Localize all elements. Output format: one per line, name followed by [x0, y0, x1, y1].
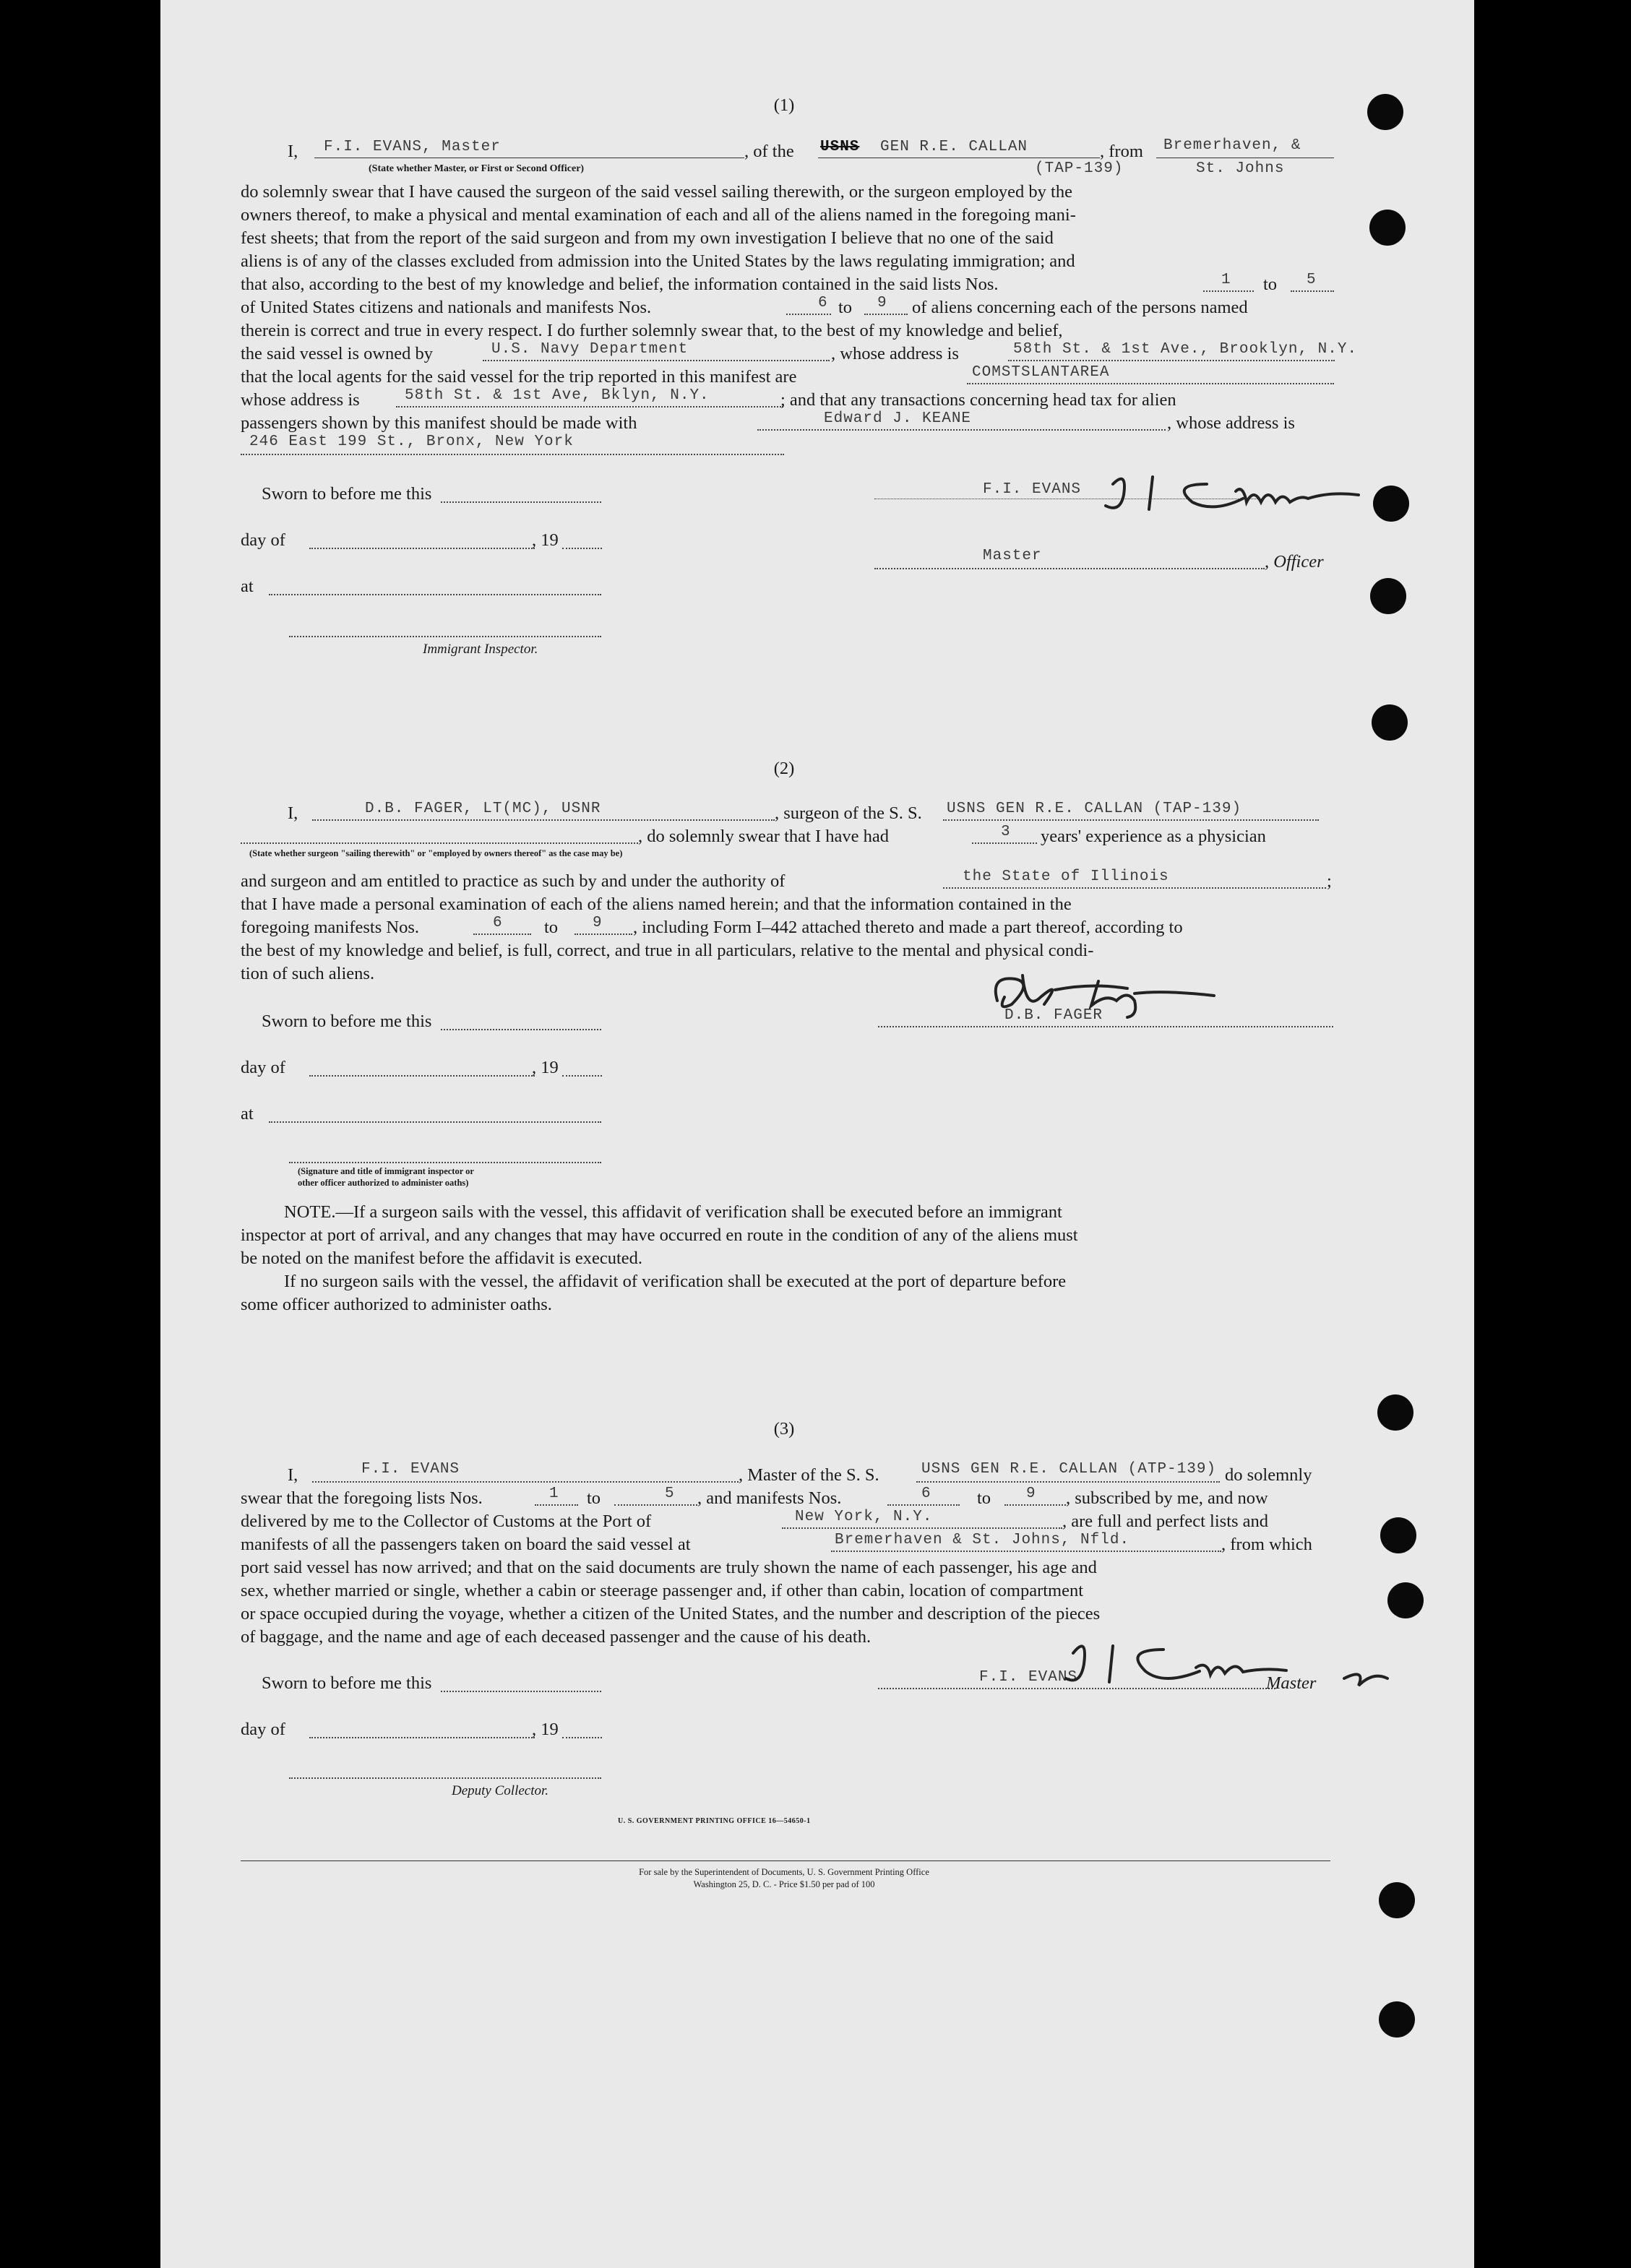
headtax-contact: Edward J. KEANE — [824, 410, 972, 427]
year-line — [562, 548, 602, 549]
at-line — [269, 594, 601, 595]
lists-from-line — [1203, 290, 1254, 292]
s3-lists-to: 5 — [665, 1486, 675, 1502]
s3-manifests-from-line — [887, 1504, 960, 1506]
para-line: , including Form I–442 attached thereto and made a part thereof, according to — [633, 918, 1183, 937]
para-line: the best of my knowledge and belief, is full, correct, and true in all particulars, relative to the mental and physical condi- — [241, 941, 1094, 960]
lists-to: 5 — [1307, 272, 1317, 288]
para-line: delivered by me to the Collector of Customs at the Port of — [241, 1512, 652, 1531]
agents-address-line — [396, 406, 783, 408]
para-line: that also, according to the best of my knowledge and belief, the information contained in the said lists Nos. — [241, 275, 999, 294]
headtax-address-line — [241, 454, 784, 455]
punch-hole — [1372, 704, 1408, 741]
s3-lists-from-line — [535, 1504, 578, 1506]
para-line: swear that the foregoing lists Nos. — [241, 1488, 483, 1508]
boarded-at: Bremerhaven & St. Johns, Nfld. — [835, 1532, 1130, 1548]
para-line: and surgeon and am entitled to practice as such by and under the authority of — [241, 871, 786, 891]
deputy-caption: Deputy Collector. — [452, 1783, 549, 1798]
lists-from: 1 — [1221, 272, 1231, 288]
para-line: of baggage, and the name and age of each deceased passenger and the cause of his death. — [241, 1627, 872, 1647]
punch-hole — [1387, 1582, 1424, 1618]
inspector-line — [289, 636, 601, 637]
master-signature-3 — [1055, 1624, 1402, 1696]
para-line: therein is correct and true in every respect. I do further solemnly swear that, to the best of my knowledge and belief, — [241, 321, 1063, 340]
day-line — [309, 1075, 535, 1077]
para-line: , subscribed by me, and now — [1066, 1488, 1268, 1508]
manifests-from: 6 — [818, 295, 828, 311]
s2-manifests-to-line — [574, 933, 632, 935]
manifests-from-line — [786, 314, 831, 315]
para-line: the said vessel is owned by — [241, 344, 434, 363]
para-line: , from which — [1221, 1535, 1312, 1554]
master-caption: (State whether Master, or First or Second Officer) — [369, 163, 585, 174]
to-word: to — [587, 1488, 601, 1508]
headtax-address: 246 East 199 St., Bronx, New York — [249, 434, 574, 450]
para-line: port said vessel has now arrived; and that on the said documents are truly shown the name of each passenger, his age and — [241, 1558, 1097, 1577]
s3-lists-from: 1 — [549, 1486, 559, 1502]
punch-hole — [1379, 1882, 1415, 1918]
port: New York, N.Y. — [795, 1509, 933, 1525]
vessel-code: (TAP-139) — [1035, 160, 1124, 177]
authority: the State of Illinois — [963, 868, 1169, 885]
years-line — [972, 842, 1037, 844]
section-2-vessel: USNS GEN R.E. CALLAN (TAP-139) — [947, 801, 1242, 817]
punch-hole — [1379, 2001, 1415, 2038]
sale-line-1: For sale by the Superintendent of Documents, U. S. Government Printing Office — [639, 1867, 929, 1877]
vessel-strike: USNS — [820, 139, 860, 155]
sale-line-2: Washington 25, D. C. - Price $1.50 per pad of 100 — [693, 1879, 875, 1889]
sworn-label: Sworn to before me this — [262, 484, 432, 504]
section-3-master: F.I. EVANS — [361, 1461, 460, 1478]
lists-to-line — [1291, 290, 1334, 292]
surgeon-name: D.B. FAGER, LT(MC), USNR — [365, 801, 601, 817]
sworn-line — [441, 1691, 601, 1692]
surgeon-of-label: , surgeon of the S. S. — [775, 803, 922, 823]
para-line: , are full and perfect lists and — [1062, 1512, 1269, 1531]
year-label: , 19 — [532, 530, 559, 550]
sworn-label: Sworn to before me this — [262, 1673, 432, 1693]
para-line: that the local agents for the said vessel for the trip reported in this manifest are — [241, 367, 797, 387]
at-line — [269, 1121, 601, 1123]
semicolon: ; — [1327, 871, 1332, 891]
s3-manifests-from: 6 — [921, 1486, 931, 1502]
year-label: , 19 — [532, 1058, 559, 1077]
at-label: at — [241, 1104, 254, 1124]
para-line: owners thereof, to make a physical and mental examination of each and all of the aliens named in the foregoing mani- — [241, 205, 1076, 225]
master-signature — [1098, 462, 1402, 520]
section-3-number: (3) — [773, 1419, 795, 1439]
swear-label: , do solemnly swear that I have had — [638, 827, 889, 846]
years-experience: 3 — [1001, 824, 1011, 840]
inspector-caption: Immigrant Inspector. — [423, 642, 538, 657]
master-label: Master — [1266, 1673, 1317, 1693]
day-of-label: day of — [241, 1720, 285, 1739]
agents-address: 58th St. & 1st Ave, Bklyn, N.Y. — [405, 387, 710, 404]
day-of-label: day of — [241, 1058, 285, 1077]
manifests-to-line — [864, 314, 908, 315]
year-label: , 19 — [532, 1720, 559, 1739]
surgeon-type-line — [241, 842, 638, 844]
to-word: to — [1263, 275, 1278, 294]
punch-hole — [1380, 1517, 1416, 1553]
para-line: , whose address is — [1167, 413, 1295, 433]
of-the-label: , of the — [744, 142, 794, 161]
sworn-label: Sworn to before me this — [262, 1012, 432, 1031]
to-word: to — [838, 298, 853, 317]
s3-manifests-to-line — [1004, 1504, 1066, 1506]
officer-line — [874, 568, 1265, 569]
section-2-vessel-line — [943, 819, 1319, 821]
note-line: If no surgeon sails with the vessel, the affidavit of verification shall be executed at the port of departure before — [284, 1272, 1067, 1291]
to-word: to — [544, 918, 559, 937]
para-line: do solemnly swear that I have caused the surgeon of the said vessel sailing therewith, or the surgeon employed by the — [241, 182, 1072, 202]
years-text: years' experience as a physician — [1041, 827, 1266, 846]
section-3-vessel-line — [916, 1481, 1220, 1483]
para-line: sex, whether married or single, whether a cabin or steerage passenger and, if other than cabin, location of compartment — [241, 1581, 1084, 1600]
s3-lists-to-line — [614, 1504, 697, 1506]
section-2-typed-signer: D.B. FAGER — [1004, 1007, 1103, 1024]
section-1-typed-signer: F.I. EVANS — [983, 481, 1082, 498]
para-line: of United States citizens and nationals and manifests Nos. — [241, 298, 652, 317]
officer-sig-line — [289, 1162, 601, 1163]
agents-line — [967, 383, 1334, 384]
owner-address: 58th St. & 1st Ave., Brooklyn, N.Y. — [1013, 341, 1358, 358]
punch-hole — [1367, 94, 1403, 130]
sworn-line — [441, 501, 601, 503]
owner: U.S. Navy Department — [491, 341, 689, 358]
section-3-vessel: USNS GEN R.E. CALLAN (ATP-139) — [921, 1461, 1217, 1478]
sig-caption-1: (Signature and title of immigrant inspector or — [298, 1166, 474, 1176]
para-line: passengers shown by this manifest should be made with — [241, 413, 637, 433]
solemnly-label: do solemnly — [1225, 1465, 1312, 1485]
para-line: manifests of all the passengers taken on board the said vessel at — [241, 1535, 691, 1554]
para-line: aliens is of any of the classes excluded from admission into the United States by the laws regulating immigration; and — [241, 251, 1075, 271]
surgeon-name-line — [312, 819, 775, 821]
from-port-1: Bremerhaven, & — [1163, 137, 1301, 154]
surgeon-sig-line — [878, 1026, 1333, 1027]
section-2-number: (2) — [773, 759, 795, 778]
punch-hole — [1377, 1394, 1413, 1431]
section-3-prefix: I, — [288, 1465, 298, 1485]
sig-caption-2: other officer authorized to administer oaths) — [298, 1178, 469, 1188]
para-line: fest sheets; that from the report of the said surgeon and from my own investigation I believe that no one of the said — [241, 228, 1054, 248]
year-line — [562, 1737, 602, 1738]
boarded-at-line — [831, 1551, 1221, 1552]
year-line — [562, 1075, 602, 1077]
section-3-master-line — [312, 1481, 739, 1483]
para-line: foregoing manifests Nos. — [241, 918, 419, 937]
para-line: , and manifests Nos. — [697, 1488, 842, 1508]
section-1-number: (1) — [773, 95, 795, 115]
section-3-typed-signer: F.I. EVANS — [979, 1669, 1078, 1686]
footer-rule — [241, 1860, 1330, 1861]
sworn-line — [441, 1029, 601, 1030]
note-line: be noted on the manifest before the affidavit is executed. — [241, 1249, 643, 1268]
section-1-prefix: I, — [288, 142, 298, 161]
day-of-label: day of — [241, 530, 285, 550]
para-line: tion of such aliens. — [241, 964, 375, 983]
s3-manifests-to: 9 — [1026, 1486, 1036, 1502]
agents: COMSTSLANTAREA — [972, 364, 1110, 381]
from-port-2: St. Johns — [1196, 160, 1285, 177]
officer-label: , Officer — [1265, 552, 1324, 572]
s2-manifests-to: 9 — [593, 915, 603, 931]
para-line: of aliens concerning each of the persons named — [912, 298, 1248, 317]
port-line — [782, 1527, 1062, 1529]
punch-hole — [1369, 210, 1406, 246]
para-line: ; and that any transactions concerning head tax for alien — [780, 390, 1176, 410]
master-sig-line-3 — [878, 1688, 1275, 1689]
authority-line — [943, 887, 1326, 889]
day-line — [309, 548, 535, 549]
para-line: whose address is — [241, 390, 360, 410]
master-of-label: , Master of the S. S. — [739, 1465, 879, 1485]
para-line: that I have made a personal examination of each of the aliens named herein; and that the information contained in the — [241, 894, 1072, 914]
punch-hole — [1370, 578, 1406, 614]
owner-address-line — [1008, 360, 1335, 361]
day-line — [309, 1737, 535, 1738]
note-line: NOTE.—If a surgeon sails with the vessel, this affidavit of verification shall be executed before an immigrant — [284, 1202, 1062, 1222]
gpo-line: U. S. GOVERNMENT PRINTING OFFICE 16—54650-1 — [618, 1817, 811, 1825]
surgeon-caption: (State whether surgeon "sailing therewith" or "employed by owners thereof" as the case may be) — [249, 848, 623, 858]
at-label: at — [241, 577, 254, 596]
para-line: or space occupied during the voyage, whether a citizen of the United States, and the number and description of the pieces — [241, 1604, 1101, 1624]
from-label: , from — [1100, 142, 1143, 161]
note-line: inspector at port of arrival, and any changes that may have occurred en route in the condition of any of the aliens must — [241, 1225, 1078, 1245]
vessel-name: GEN R.E. CALLAN — [880, 139, 1028, 155]
to-word: to — [977, 1488, 991, 1508]
section-2-prefix: I, — [288, 803, 298, 823]
para-line: , whose address is — [831, 344, 959, 363]
note-line: some officer authorized to administer oaths. — [241, 1295, 552, 1314]
headtax-contact-line — [757, 429, 1166, 431]
owner-line — [483, 360, 830, 361]
s2-manifests-from: 6 — [493, 915, 503, 931]
master-name: F.I. EVANS, Master — [324, 139, 501, 155]
manifests-to: 9 — [877, 295, 887, 311]
section-1-typed-title: Master — [983, 548, 1042, 564]
deputy-line — [289, 1777, 601, 1779]
s2-manifests-from-line — [473, 933, 531, 935]
